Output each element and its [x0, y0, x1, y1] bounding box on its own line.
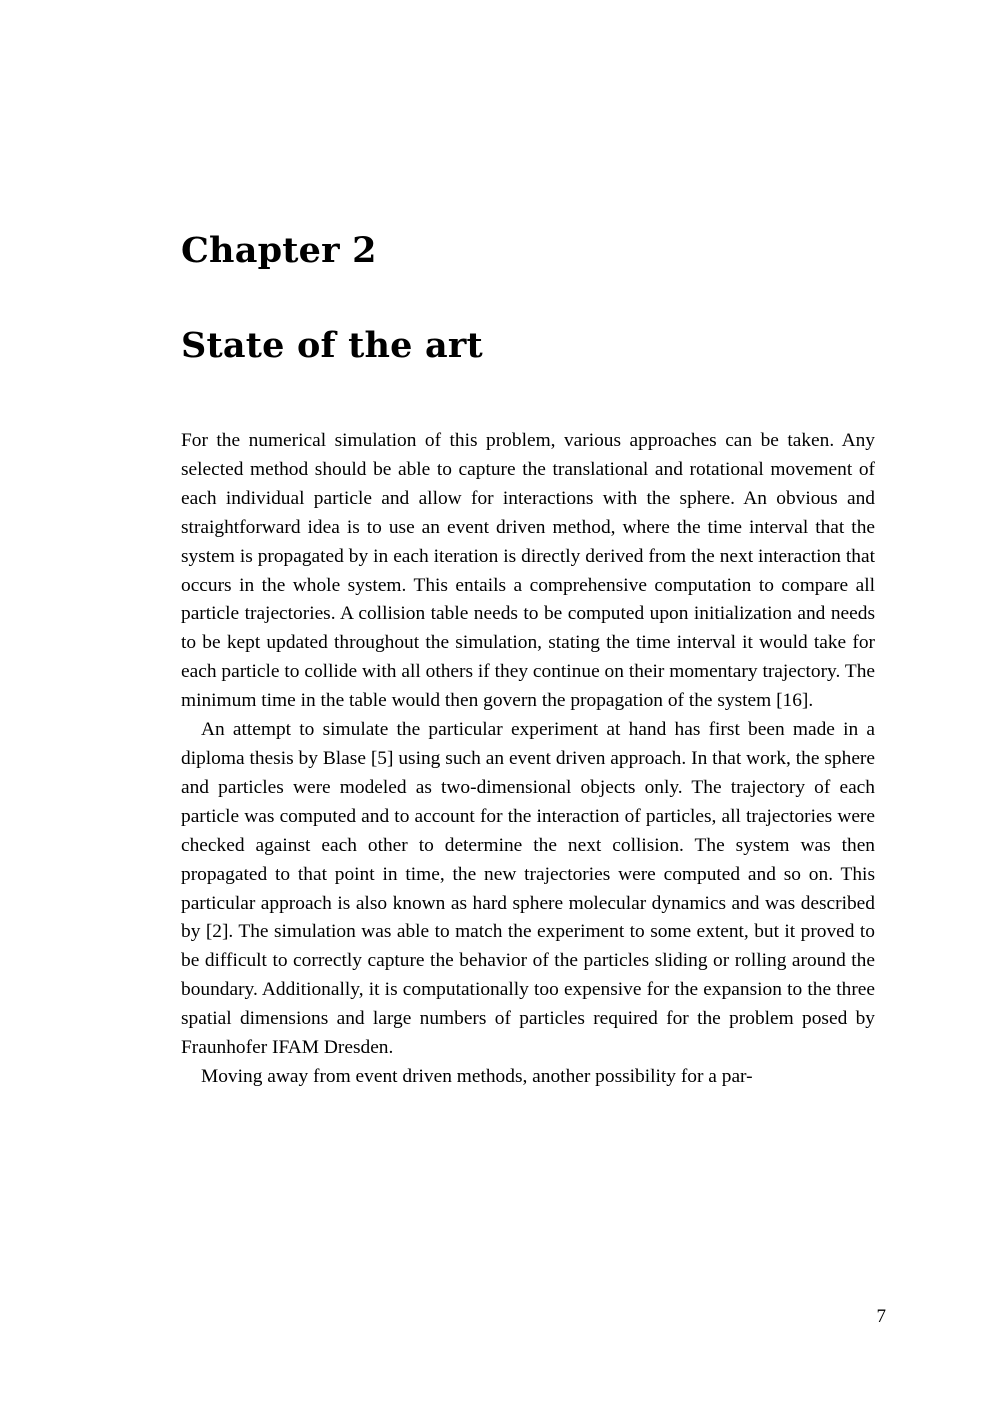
- page-number: 7: [876, 1306, 886, 1327]
- chapter-number: Chapter 2: [181, 230, 377, 271]
- page-content: [181, 232, 875, 1092]
- paragraph-3: Moving away from event driven methods, another possibility for a par-: [201, 1065, 753, 1087]
- page-title: State of the art: [181, 324, 483, 366]
- paragraph-1: For the numerical simulation of this problem, various approaches can be taken. Any selected method should be able to capture the translational and rotational movement of each individual particle and allow for interactions with the sphere. An obvious and straightforward idea is to use an event driven method, where the time interval that the system is propagated by in each iteration is directly derived from the next interaction that occurs in the whole system. This entails a comprehensive computation to compare all particle trajectories. A collision table needs to be computed upon initialization and needs to be kept updated throughout the simulation, stating the time interval it would take for each particle to collide with all others if they continue on their momentary trajectory. The minimum time in the table would then govern the propagation of the system [16].: [181, 430, 875, 712]
- paragraph-2: An attempt to simulate the particular experiment at hand has first been made in a diploma thesis by Blase [5] using such an event driven approach. In that work, the sphere and particles were modeled as two-dimensional objects only. The trajectory of each particle was computed and to account for the interaction of particles, all trajectories were checked against each other to determine the next collision. The system was then propagated to that point in time, the new trajectories were computed and so on. This particular approach is also known as hard sphere molecular dynamics and was described by [2]. The simulation was able to match the experiment to some extent, but it proved to be difficult to correctly capture the behavior of the particles sliding or rolling around the boundary. Additionally, it is computationally too expensive for the expansion to the three spatial dimensions and large numbers of particles required for the problem posed by Fraunhofer IFAM Dresden.: [181, 719, 875, 1059]
